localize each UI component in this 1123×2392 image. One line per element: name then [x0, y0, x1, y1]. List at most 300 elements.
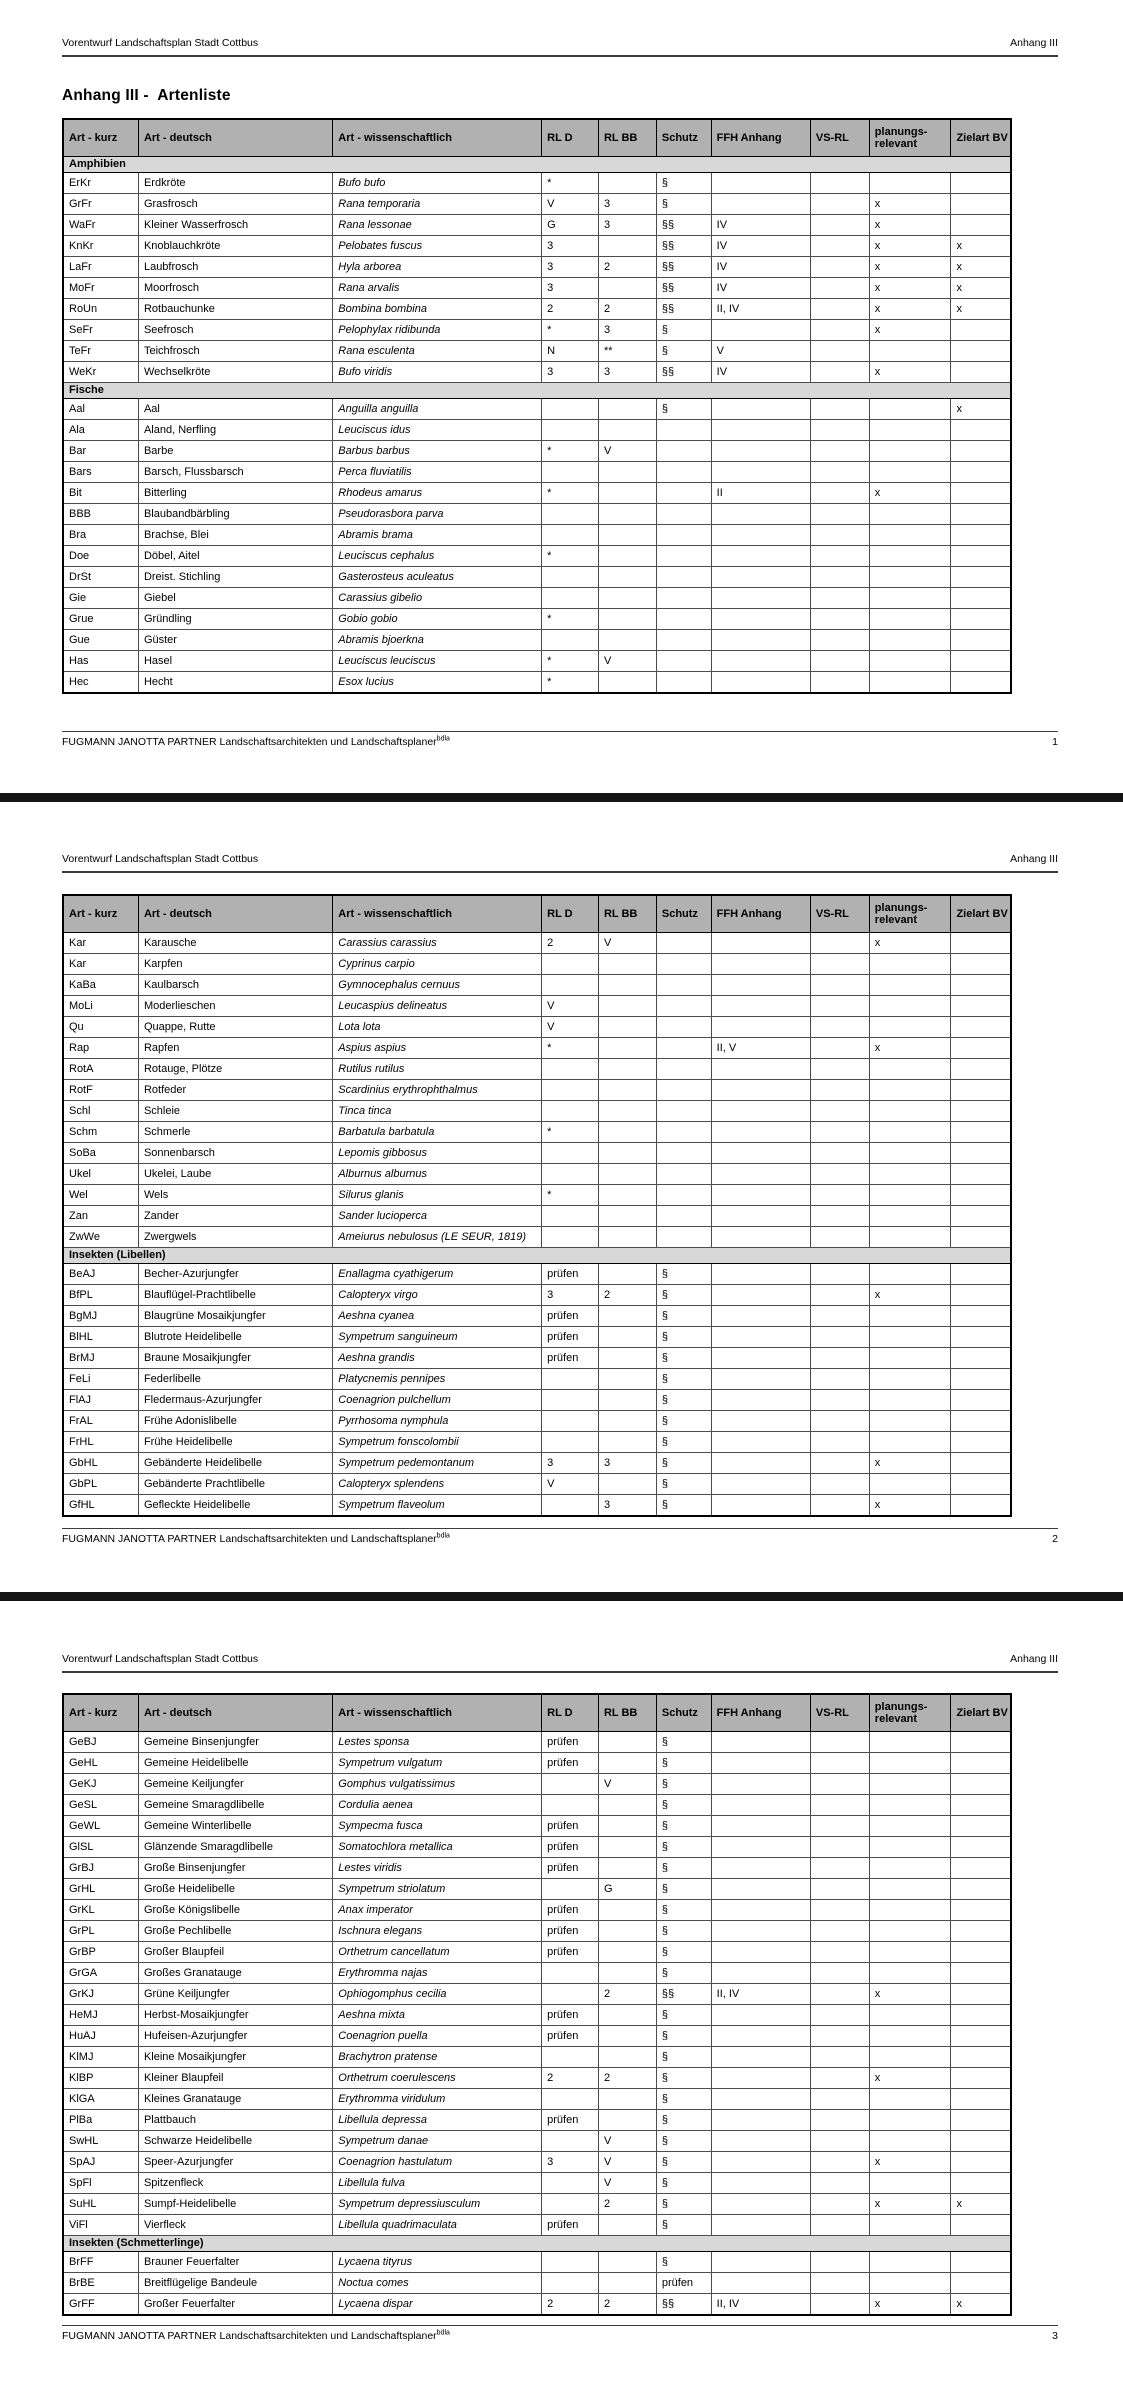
cell-rl-bb: 2	[598, 1285, 656, 1306]
cell-schutz: §	[656, 399, 711, 420]
cell-ffh-anhang	[711, 2152, 810, 2173]
cell-art-kurz: GeSL	[63, 1795, 138, 1816]
cell-art-wissenschaftlich: Leucaspius delineatus	[333, 996, 542, 1017]
cell-rl-bb: 3	[598, 1453, 656, 1474]
cell-art-kurz: BlHL	[63, 1327, 138, 1348]
table-row	[63, 1858, 1011, 1879]
cell-ffh-anhang	[711, 504, 810, 525]
table-row	[63, 546, 1011, 567]
cell-art-deutsch: Gemeine Keiljungfer	[138, 1774, 332, 1795]
cell-vs-rl	[810, 996, 869, 1017]
table-row	[63, 525, 1011, 546]
cell-rl-bb	[598, 1411, 656, 1432]
section-label: Amphibien	[63, 157, 1011, 173]
cell-art-kurz: SpAJ	[63, 2152, 138, 2173]
cell-ffh-anhang	[711, 1816, 810, 1837]
cell-zielart-bv: x	[951, 2194, 1011, 2215]
cell-art-wissenschaftlich: Erythromma najas	[333, 1963, 542, 1984]
cell-art-kurz: Bars	[63, 462, 138, 483]
cell-planungsrelevant	[869, 399, 951, 420]
cell-schutz: §	[656, 1732, 711, 1753]
cell-planungsrelevant	[869, 2005, 951, 2026]
cell-art-deutsch: Gemeine Binsenjungfer	[138, 1732, 332, 1753]
cell-rl-bb	[598, 1327, 656, 1348]
cell-planungsrelevant: x	[869, 299, 951, 320]
cell-vs-rl	[810, 525, 869, 546]
cell-ffh-anhang	[711, 320, 810, 341]
cell-zielart-bv	[951, 588, 1011, 609]
cell-art-wissenschaftlich: Aeshna cyanea	[333, 1306, 542, 1327]
cell-art-deutsch: Kleines Granatauge	[138, 2089, 332, 2110]
cell-schutz: §	[656, 1495, 711, 1517]
cell-vs-rl	[810, 630, 869, 651]
cell-art-kurz: FeLi	[63, 1369, 138, 1390]
table-row	[63, 1143, 1011, 1164]
cell-planungsrelevant: x	[869, 2194, 951, 2215]
cell-rl-bb	[598, 2026, 656, 2047]
cell-schutz: §	[656, 1942, 711, 1963]
cell-rl-bb	[598, 2110, 656, 2131]
cell-art-deutsch: Rapfen	[138, 1038, 332, 1059]
cell-ffh-anhang	[711, 1774, 810, 1795]
cell-planungsrelevant	[869, 2110, 951, 2131]
table-row	[63, 1059, 1011, 1080]
cell-rl-d: *	[542, 1185, 599, 1206]
page-number: 3	[1052, 2330, 1058, 2342]
cell-rl-bb: 2	[598, 2194, 656, 2215]
table-header	[63, 1694, 1011, 1732]
cell-art-deutsch: Federlibelle	[138, 1369, 332, 1390]
cell-rl-bb: **	[598, 341, 656, 362]
table-row	[63, 2173, 1011, 2194]
cell-ffh-anhang	[711, 1327, 810, 1348]
cell-ffh-anhang	[711, 1164, 810, 1185]
cell-art-kurz: GrFF	[63, 2294, 138, 2316]
page-number: 1	[1052, 736, 1058, 748]
cell-rl-d	[542, 567, 599, 588]
cell-vs-rl	[810, 1900, 869, 1921]
cell-rl-bb	[598, 1942, 656, 1963]
cell-art-wissenschaftlich: Anax imperator	[333, 1900, 542, 1921]
cell-rl-bb: V	[598, 2173, 656, 2194]
cell-rl-d	[542, 975, 599, 996]
cell-art-wissenschaftlich: Carassius carassius	[333, 933, 542, 954]
cell-vs-rl	[810, 954, 869, 975]
cell-vs-rl	[810, 1495, 869, 1517]
cell-zielart-bv	[951, 672, 1011, 694]
cell-vs-rl	[810, 1774, 869, 1795]
table-row	[63, 1185, 1011, 1206]
cell-art-kurz: Has	[63, 651, 138, 672]
cell-ffh-anhang	[711, 1411, 810, 1432]
cell-zielart-bv	[951, 2005, 1011, 2026]
cell-schutz	[656, 420, 711, 441]
cell-planungsrelevant: x	[869, 2152, 951, 2173]
cell-planungsrelevant: x	[869, 1984, 951, 2005]
cell-art-deutsch: Kleine Mosaikjungfer	[138, 2047, 332, 2068]
cell-rl-d	[542, 1774, 599, 1795]
cell-rl-d	[542, 1411, 599, 1432]
cell-planungsrelevant: x	[869, 483, 951, 504]
cell-art-deutsch: Barbe	[138, 441, 332, 462]
cell-vs-rl	[810, 1942, 869, 1963]
cell-schutz: §	[656, 1816, 711, 1837]
table-row	[63, 1285, 1011, 1306]
cell-vs-rl	[810, 1038, 869, 1059]
cell-rl-bb	[598, 462, 656, 483]
table-row	[63, 2131, 1011, 2152]
cell-ffh-anhang: IV	[711, 236, 810, 257]
cell-ffh-anhang	[711, 194, 810, 215]
cell-vs-rl	[810, 1837, 869, 1858]
cell-vs-rl	[810, 1816, 869, 1837]
cell-ffh-anhang	[711, 1495, 810, 1517]
cell-schutz: §	[656, 1963, 711, 1984]
table-row	[63, 1474, 1011, 1495]
cell-ffh-anhang: II	[711, 483, 810, 504]
cell-ffh-anhang	[711, 1348, 810, 1369]
cell-art-wissenschaftlich: Perca fluviatilis	[333, 462, 542, 483]
cell-zielart-bv	[951, 1143, 1011, 1164]
footer-company-line	[62, 736, 450, 748]
cell-ffh-anhang	[711, 2252, 810, 2273]
section-label: Insekten (Libellen)	[63, 1248, 1011, 1264]
cell-art-deutsch: Zander	[138, 1206, 332, 1227]
cell-zielart-bv	[951, 1285, 1011, 1306]
cell-rl-d: prüfen	[542, 2005, 599, 2026]
cell-planungsrelevant	[869, 1774, 951, 1795]
cell-vs-rl	[810, 236, 869, 257]
cell-vs-rl	[810, 588, 869, 609]
table-row	[63, 2110, 1011, 2131]
cell-rl-d: 2	[542, 2068, 599, 2089]
cell-zielart-bv	[951, 1795, 1011, 1816]
cell-planungsrelevant: x	[869, 320, 951, 341]
cell-ffh-anhang	[711, 1921, 810, 1942]
table-row	[63, 1369, 1011, 1390]
cell-rl-d	[542, 1227, 599, 1248]
page-footer	[62, 1528, 1058, 1545]
cell-vs-rl	[810, 1101, 869, 1122]
cell-planungsrelevant: x	[869, 215, 951, 236]
table-row	[63, 954, 1011, 975]
cell-schutz: §	[656, 2005, 711, 2026]
column-header-rl-bb: RL BB	[598, 1694, 656, 1732]
cell-zielart-bv	[951, 341, 1011, 362]
table-row	[63, 672, 1011, 694]
cell-ffh-anhang	[711, 2005, 810, 2026]
cell-art-wissenschaftlich: Coenagrion pulchellum	[333, 1390, 542, 1411]
cell-art-deutsch: Breitflügelige Bandeule	[138, 2273, 332, 2294]
table-row	[63, 2047, 1011, 2068]
cell-rl-d: *	[542, 483, 599, 504]
cell-ffh-anhang	[711, 1122, 810, 1143]
cell-rl-d: 3	[542, 2152, 599, 2173]
table-row	[63, 567, 1011, 588]
cell-zielart-bv	[951, 2110, 1011, 2131]
column-header-vs-rl: VS-RL	[810, 119, 869, 157]
cell-art-kurz: BfPL	[63, 1285, 138, 1306]
cell-planungsrelevant	[869, 2047, 951, 2068]
cell-zielart-bv	[951, 630, 1011, 651]
cell-art-deutsch: Glänzende Smaragdlibelle	[138, 1837, 332, 1858]
cell-art-kurz: WaFr	[63, 215, 138, 236]
cell-rl-bb	[598, 1227, 656, 1248]
cell-vs-rl	[810, 2173, 869, 2194]
cell-art-kurz: DrSt	[63, 567, 138, 588]
cell-art-wissenschaftlich: Aspius aspius	[333, 1038, 542, 1059]
cell-planungsrelevant	[869, 2089, 951, 2110]
cell-art-wissenschaftlich: Pelobates fuscus	[333, 236, 542, 257]
cell-art-wissenschaftlich: Ameiurus nebulosus (LE SEUR, 1819)	[333, 1227, 542, 1248]
cell-vs-rl	[810, 278, 869, 299]
cell-rl-bb	[598, 1837, 656, 1858]
section-row	[63, 383, 1011, 399]
cell-art-deutsch: Dreist. Stichling	[138, 567, 332, 588]
cell-planungsrelevant: x	[869, 257, 951, 278]
cell-zielart-bv	[951, 362, 1011, 383]
cell-art-wissenschaftlich: Rana lessonae	[333, 215, 542, 236]
cell-planungsrelevant	[869, 1164, 951, 1185]
cell-rl-bb: 3	[598, 362, 656, 383]
cell-vs-rl	[810, 2215, 869, 2236]
cell-art-wissenschaftlich: Sympecma fusca	[333, 1816, 542, 1837]
cell-rl-d: prüfen	[542, 1348, 599, 1369]
cell-art-deutsch: Sonnenbarsch	[138, 1143, 332, 1164]
cell-zielart-bv	[951, 1017, 1011, 1038]
cell-rl-d: 3	[542, 236, 599, 257]
cell-art-wissenschaftlich: Rana arvalis	[333, 278, 542, 299]
cell-schutz: §	[656, 2194, 711, 2215]
cell-zielart-bv: x	[951, 236, 1011, 257]
cell-ffh-anhang	[711, 2131, 810, 2152]
cell-vs-rl	[810, 1348, 869, 1369]
cell-art-wissenschaftlich: Leuciscus cephalus	[333, 546, 542, 567]
cell-zielart-bv	[951, 504, 1011, 525]
cell-art-kurz: WeKr	[63, 362, 138, 383]
cell-schutz: §	[656, 320, 711, 341]
cell-art-kurz: Bra	[63, 525, 138, 546]
cell-art-deutsch: Große Königslibelle	[138, 1900, 332, 1921]
cell-rl-bb	[598, 1017, 656, 1038]
cell-art-deutsch: Grasfrosch	[138, 194, 332, 215]
cell-planungsrelevant	[869, 1369, 951, 1390]
cell-planungsrelevant	[869, 1206, 951, 1227]
cell-vs-rl	[810, 320, 869, 341]
cell-planungsrelevant: x	[869, 1038, 951, 1059]
cell-schutz: §	[656, 1432, 711, 1453]
cell-art-kurz: BrBE	[63, 2273, 138, 2294]
cell-zielart-bv	[951, 1753, 1011, 1774]
column-header-art-deutsch: Art - deutsch	[138, 119, 332, 157]
cell-rl-d	[542, 2273, 599, 2294]
cell-zielart-bv	[951, 1369, 1011, 1390]
cell-art-wissenschaftlich: Libellula quadrimaculata	[333, 2215, 542, 2236]
cell-art-wissenschaftlich: Barbus barbus	[333, 441, 542, 462]
cell-art-wissenschaftlich: Pseudorasbora parva	[333, 504, 542, 525]
cell-art-wissenschaftlich: Gymnocephalus cernuus	[333, 975, 542, 996]
cell-zielart-bv	[951, 1101, 1011, 1122]
cell-rl-d	[542, 630, 599, 651]
cell-art-kurz: GrFr	[63, 194, 138, 215]
table-row	[63, 2194, 1011, 2215]
cell-ffh-anhang	[711, 672, 810, 694]
cell-rl-d	[542, 1143, 599, 1164]
cell-art-deutsch: Laubfrosch	[138, 257, 332, 278]
cell-art-wissenschaftlich: Sympetrum striolatum	[333, 1879, 542, 1900]
cell-art-deutsch: Döbel, Aitel	[138, 546, 332, 567]
cell-rl-d: *	[542, 173, 599, 194]
cell-rl-bb: V	[598, 2131, 656, 2152]
cell-rl-bb: V	[598, 1774, 656, 1795]
cell-rl-d: prüfen	[542, 1264, 599, 1285]
table-row	[63, 2089, 1011, 2110]
cell-planungsrelevant	[869, 1185, 951, 1206]
cell-rl-bb	[598, 1143, 656, 1164]
cell-rl-bb: G	[598, 1879, 656, 1900]
cell-ffh-anhang	[711, 399, 810, 420]
cell-zielart-bv	[951, 1732, 1011, 1753]
cell-planungsrelevant	[869, 1411, 951, 1432]
cell-planungsrelevant: x	[869, 236, 951, 257]
cell-schutz: §	[656, 2131, 711, 2152]
cell-rl-d	[542, 462, 599, 483]
cell-rl-bb	[598, 1921, 656, 1942]
cell-rl-bb: 3	[598, 320, 656, 341]
cell-vs-rl	[810, 1164, 869, 1185]
cell-art-wissenschaftlich: Aeshna mixta	[333, 2005, 542, 2026]
column-header-ffh-anhang: FFH Anhang	[711, 119, 810, 157]
cell-vs-rl	[810, 420, 869, 441]
cell-rl-d: 2	[542, 2294, 599, 2316]
cell-schutz	[656, 525, 711, 546]
cell-art-kurz: ZwWe	[63, 1227, 138, 1248]
cell-vs-rl	[810, 2252, 869, 2273]
cell-art-kurz: Grue	[63, 609, 138, 630]
cell-schutz: §	[656, 2110, 711, 2131]
cell-vs-rl	[810, 1753, 869, 1774]
cell-rl-d: prüfen	[542, 1327, 599, 1348]
column-header-art-wissenschaftlich: Art - wissenschaftlich	[333, 1694, 542, 1732]
cell-art-kurz: GrPL	[63, 1921, 138, 1942]
cell-planungsrelevant: x	[869, 278, 951, 299]
cell-art-wissenschaftlich: Brachytron pratense	[333, 2047, 542, 2068]
cell-art-wissenschaftlich: Orthetrum coerulescens	[333, 2068, 542, 2089]
cell-art-deutsch: Frühe Heidelibelle	[138, 1432, 332, 1453]
cell-art-deutsch: Hecht	[138, 672, 332, 694]
table-row	[63, 1774, 1011, 1795]
cell-rl-bb	[598, 1122, 656, 1143]
cell-art-kurz: GrGA	[63, 1963, 138, 1984]
cell-rl-d: prüfen	[542, 1816, 599, 1837]
cell-art-kurz: Wel	[63, 1185, 138, 1206]
cell-zielart-bv	[951, 1164, 1011, 1185]
cell-art-kurz: Hec	[63, 672, 138, 694]
cell-zielart-bv	[951, 1942, 1011, 1963]
cell-vs-rl	[810, 2273, 869, 2294]
cell-ffh-anhang	[711, 1474, 810, 1495]
cell-art-wissenschaftlich: Bufo viridis	[333, 362, 542, 383]
cell-rl-d: prüfen	[542, 1942, 599, 1963]
cell-zielart-bv	[951, 2252, 1011, 2273]
cell-vs-rl	[810, 2026, 869, 2047]
cell-planungsrelevant: x	[869, 2294, 951, 2316]
cell-ffh-anhang: IV	[711, 215, 810, 236]
cell-art-kurz: Kar	[63, 954, 138, 975]
cell-rl-d: *	[542, 441, 599, 462]
cell-planungsrelevant	[869, 672, 951, 694]
cell-planungsrelevant	[869, 567, 951, 588]
cell-planungsrelevant	[869, 1390, 951, 1411]
cell-schutz	[656, 975, 711, 996]
table-row	[63, 1732, 1011, 1753]
cell-schutz: §	[656, 1453, 711, 1474]
table-row	[63, 1348, 1011, 1369]
cell-art-deutsch: Braune Mosaikjungfer	[138, 1348, 332, 1369]
cell-rl-d: prüfen	[542, 1306, 599, 1327]
table-header-row	[63, 895, 1011, 933]
cell-rl-d	[542, 1963, 599, 1984]
cell-zielart-bv: x	[951, 399, 1011, 420]
cell-planungsrelevant	[869, 996, 951, 1017]
cell-art-wissenschaftlich: Lepomis gibbosus	[333, 1143, 542, 1164]
cell-zielart-bv	[951, 173, 1011, 194]
column-header-rl-d: RL D	[542, 895, 599, 933]
cell-rl-bb: 3	[598, 215, 656, 236]
cell-art-wissenschaftlich: Somatochlora metallica	[333, 1837, 542, 1858]
cell-rl-bb	[598, 1795, 656, 1816]
cell-planungsrelevant	[869, 1816, 951, 1837]
cell-art-kurz: GeBJ	[63, 1732, 138, 1753]
table-row	[63, 975, 1011, 996]
cell-zielart-bv	[951, 996, 1011, 1017]
cell-ffh-anhang	[711, 173, 810, 194]
table-row	[63, 1963, 1011, 1984]
cell-zielart-bv	[951, 1264, 1011, 1285]
cell-ffh-anhang	[711, 462, 810, 483]
footer-company-superscript: bdla	[436, 1532, 450, 1540]
cell-art-wissenschaftlich: Ischnura elegans	[333, 1921, 542, 1942]
table-row	[63, 236, 1011, 257]
table-row	[63, 1837, 1011, 1858]
cell-art-deutsch: Fledermaus-Azurjungfer	[138, 1390, 332, 1411]
cell-ffh-anhang	[711, 2110, 810, 2131]
cell-art-wissenschaftlich: Orthetrum cancellatum	[333, 1942, 542, 1963]
cell-zielart-bv	[951, 483, 1011, 504]
cell-art-deutsch: Großer Feuerfalter	[138, 2294, 332, 2316]
cell-vs-rl	[810, 2194, 869, 2215]
table-row	[63, 1495, 1011, 1517]
page-separator	[0, 1592, 1123, 1601]
cell-ffh-anhang	[711, 630, 810, 651]
cell-art-deutsch: Rotbauchunke	[138, 299, 332, 320]
cell-schutz: §	[656, 1348, 711, 1369]
cell-vs-rl	[810, 2294, 869, 2316]
cell-planungsrelevant	[869, 1753, 951, 1774]
cell-schutz: §	[656, 2068, 711, 2089]
cell-ffh-anhang	[711, 975, 810, 996]
cell-art-kurz: BrFF	[63, 2252, 138, 2273]
table-row	[63, 2252, 1011, 2273]
cell-schutz: §§	[656, 362, 711, 383]
cell-schutz	[656, 651, 711, 672]
table-row	[63, 1264, 1011, 1285]
cell-vs-rl	[810, 546, 869, 567]
cell-vs-rl	[810, 215, 869, 236]
cell-rl-bb: 3	[598, 1495, 656, 1517]
cell-planungsrelevant	[869, 1306, 951, 1327]
cell-rl-bb	[598, 1858, 656, 1879]
